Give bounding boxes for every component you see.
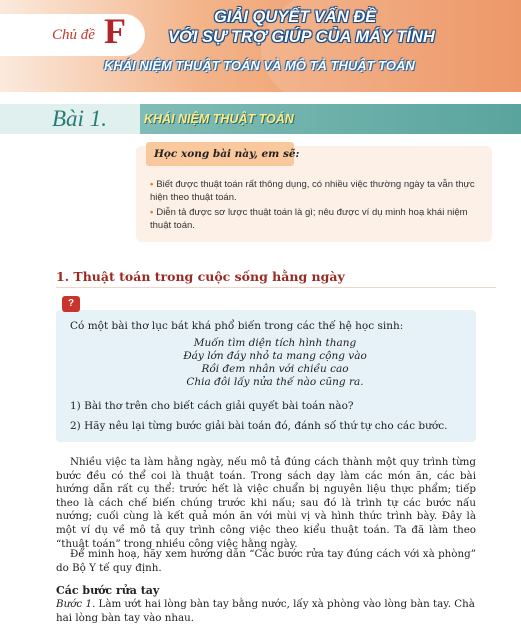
objectives-heading: Học xong bài này, em sẽ:: [154, 148, 300, 160]
poem-line: Rồi đem nhân với chiều cao: [201, 363, 349, 375]
chapter-subtitle: KHÁI NIỆM THUẬT TOÁN VÀ MÔ TẢ THUẬT TOÁN: [104, 58, 415, 73]
chapter-title-line2: VỚI SỰ TRỢ GIÚP CỦA MÁY TÍNH: [168, 28, 435, 46]
body-paragraph: Nhiều việc ta làm hằng ngày, nếu mô tả đúng cách thành một quy trình từng bước đều có thể coi là thuật toán. Trong sách dạy làm các món ăn, các bài hướng dẫn rất cụ thể: trước hết là việc chuẩn bị nguyên liệu thực phẩm; tiếp theo là cách chế biến chúng trước khi nấu; sau đó là trình tự các bước nấu nướng; cuối cùng là kết quả món ăn với mùi vị và hình thức trình bày. Đây là một ví dụ về mô tả quy trình công việc theo kiểu thuật toán. Ta đã làm theo “thuật toán” trong nhiều công việc hằng ngày.: [56, 456, 476, 550]
step-text: Làm ướt hai lòng bàn tay bằng nước, lấy xà phòng vào lòng bàn tay. Chà hai lòng bàn tay vào nhau.: [56, 598, 475, 624]
bullet-icon: •: [150, 207, 154, 218]
objective-text: Biết được thuật toán rất thông dụng, có nhiều việc thường ngày ta vẫn thực hiện theo thuật toán.: [150, 179, 475, 203]
topic-label: Chủ đề: [52, 27, 95, 43]
step-label: Bước 1.: [56, 598, 96, 610]
bullet-icon: •: [150, 179, 154, 190]
lesson-number: Bài 1.: [52, 106, 107, 131]
step-paragraph: [56, 598, 476, 625]
section-title: 1. Thuật toán trong cuộc sống hằng ngày: [56, 269, 345, 284]
lesson-bar: [0, 104, 521, 134]
poem-line: Chia đôi lấy nửa thế nào cũng ra.: [186, 376, 364, 388]
objective-item: [150, 206, 480, 232]
section-divider: [56, 287, 496, 288]
objective-item: [150, 178, 480, 204]
activity-intro: Có một bài thơ lục bát khá phổ biến trong các thế hệ học sinh:: [70, 320, 404, 332]
topic-letter: F: [104, 11, 126, 51]
subheading: Các bước rửa tay: [56, 584, 160, 597]
question-1: 1) Bài thơ trên cho biết cách giải quyết bài toán nào?: [70, 400, 354, 412]
chapter-title-line1: GIẢI QUYẾT VẤN ĐỀ: [214, 8, 377, 26]
lesson-title: KHÁI NIỆM THUẬT TOÁN: [144, 112, 294, 126]
body-paragraph: Để minh hoạ, hãy xem hướng dẫn “Các bước rửa tay đúng cách với xà phòng” do Bộ Y tế quy định.: [56, 548, 476, 574]
poem-line: Đáy lớn đáy nhỏ ta mang cộng vào: [183, 350, 367, 362]
objective-text: Diễn tả được sơ lược thuật toán là gì; nêu được ví dụ minh hoạ khái niệm thuật toán.: [150, 207, 468, 231]
question-2: 2) Hãy nêu lại từng bước giải bài toán đó, đánh số thứ tự cho các bước.: [70, 420, 448, 432]
question-icon: ?: [62, 296, 80, 312]
chapter-header: [0, 0, 521, 92]
poem-line: Muốn tìm diện tích hình thang: [193, 337, 357, 349]
